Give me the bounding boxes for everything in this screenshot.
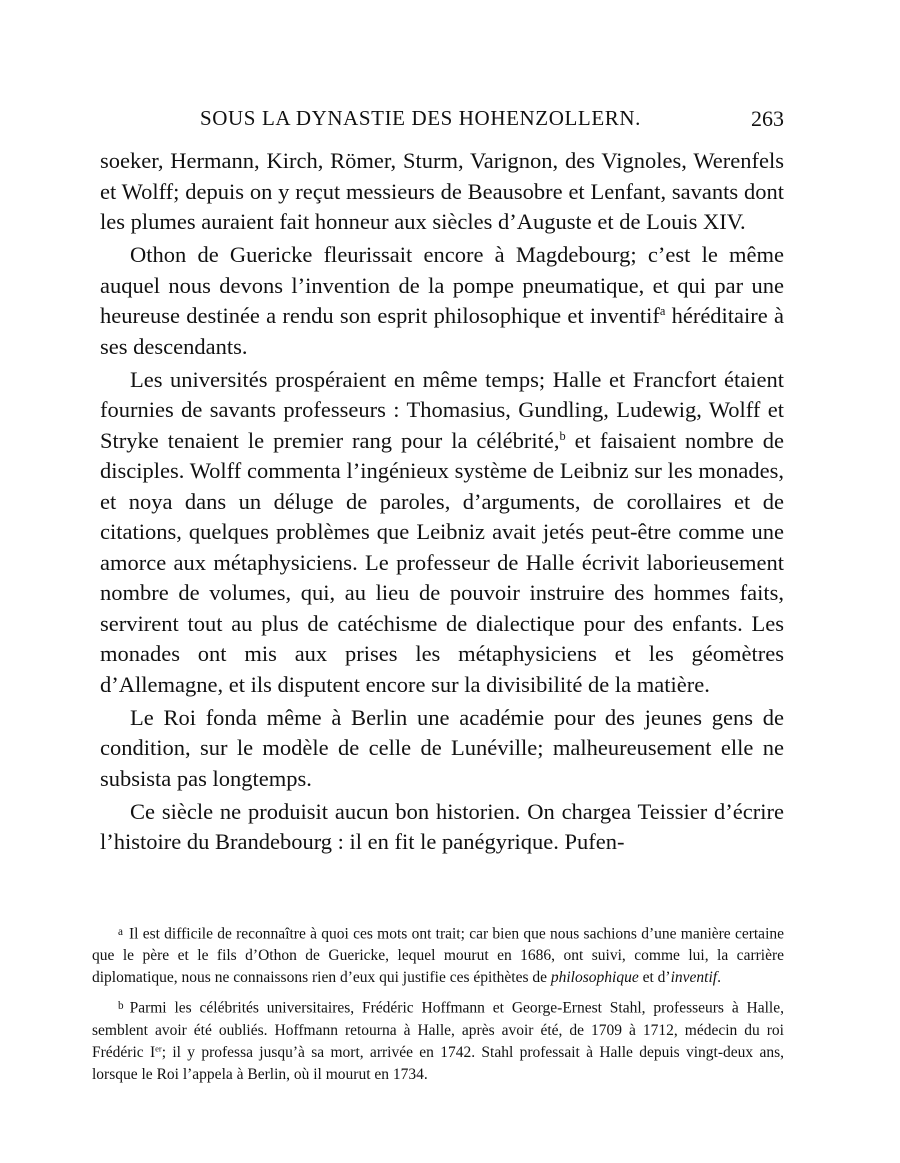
running-title: SOUS LA DYNASTIE DES HOHENZOLLERN. — [200, 106, 641, 130]
page-number: 263 — [751, 106, 784, 131]
footnote-ref-a: a — [659, 303, 666, 318]
paragraph-2-text-b: héréditaire à ses descendants. — [100, 303, 785, 359]
paragraph-5: Ce siècle ne produisit aucun bon historien. On chargea Teissier d’écrire l’histoire du Brandebourg : il en fit le panégyrique. Pufen- — [100, 798, 784, 854]
paragraph-3-text-a: Les universités prospéraient en même temps; Halle et Francfort étaient fournies de savants professeurs : Thomasius, Gundling, Ludewig, Wolff et Stryke tenaient le premier rang pour la célébrité, — [100, 366, 784, 453]
paragraph-2-text-a: Othon de Guericke fleurissait encore à Magdebourg; c’est le même auquel nous devons l’invention de la pompe pneumatique, et qui par une heureuse destinée a rendu son esprit philosophique et inventif — [100, 242, 784, 328]
footnote-a-mark: a — [118, 926, 123, 938]
footnote-a-joiner: et d’ — [638, 969, 671, 987]
main-text — [100, 146, 784, 860]
footnote-a-term-philosophique: philosophique — [550, 969, 639, 987]
footnotes — [92, 921, 784, 1092]
footnote-a — [92, 921, 784, 989]
page-header — [100, 106, 784, 136]
footnote-b-superscript: er — [155, 1043, 162, 1054]
paragraph-1: soeker, Hermann, Kirch, Römer, Sturm, Varignon, des Vignoles, Werenfels et Wolff; depuis on y reçut messieurs de Beausobre et Lenfant, savants dont les plumes auraient fait honneur aux siècles d’Auguste et de Louis XIV. — [100, 148, 784, 234]
paragraph-3 — [100, 365, 784, 701]
footnote-b-mark: b — [118, 1000, 124, 1013]
footnote-b-text-b: ; il y professa jusqu’à sa mort, arrivée en 1742. Stahl professait à Halle depuis vingt-deux ans, lorsque le Roi l’appela à Berlin, où il mourut en 1734. — [92, 1043, 784, 1083]
footnote-b-text-a: Parmi les célébrités universitaires, Frédéric Hoffmann et George-Ernest Stahl, professeurs à Halle, semblent avoir été oubliés. Hoffmann retourna à Halle, après avoir été, de 1709 à 1712, médecin du roi Frédéric I — [92, 999, 784, 1061]
paragraph-4: Le Roi fonda même à Berlin une académie pour des jeunes gens de condition, sur le modèle de celle de Lunéville; malheureusement elle ne subsista pas longtemps. — [100, 704, 784, 791]
paragraph-3-text-b: et faisaient nombre de disciples. Wolff commenta l’ingénieux système de Leibniz sur les monades, et noya dans un déluge de paroles, d’arguments, de corollaires et de citations, quelques problèmes que Leibniz avait jetés peut-être comme une amorce aux métaphysiciens. Le professeur de Halle écrivit laborieusement nombre de volumes, qui, au lieu de pouvoir instruire des hommes faits, servirent tout au plus de catéchisme de dialectique pour des enfants. Les monades ont mis aux prises les métaphysiciens et les géomètres d’Allemagne, et ils disputent encore sur la divisibilité de la matière. — [100, 427, 784, 697]
footnote-a-text: Il est difficile de reconnaître à quoi ces mots ont trait; car bien que nous sachions d’une manière certaine que le père et le fils d’Othon de Guericke, lequel mourut en 1686, ont suivi, comme lui, la carrière diplomatique, nous ne connaissons rien d’eux qui justifie ces épithètes de — [92, 925, 784, 987]
footnote-b — [92, 995, 784, 1085]
footnote-a-term-inventif: inventif — [670, 969, 718, 987]
footnote-ref-b: b — [559, 428, 566, 443]
footnote-a-end: . — [717, 969, 721, 987]
paragraph-2 — [100, 240, 784, 362]
